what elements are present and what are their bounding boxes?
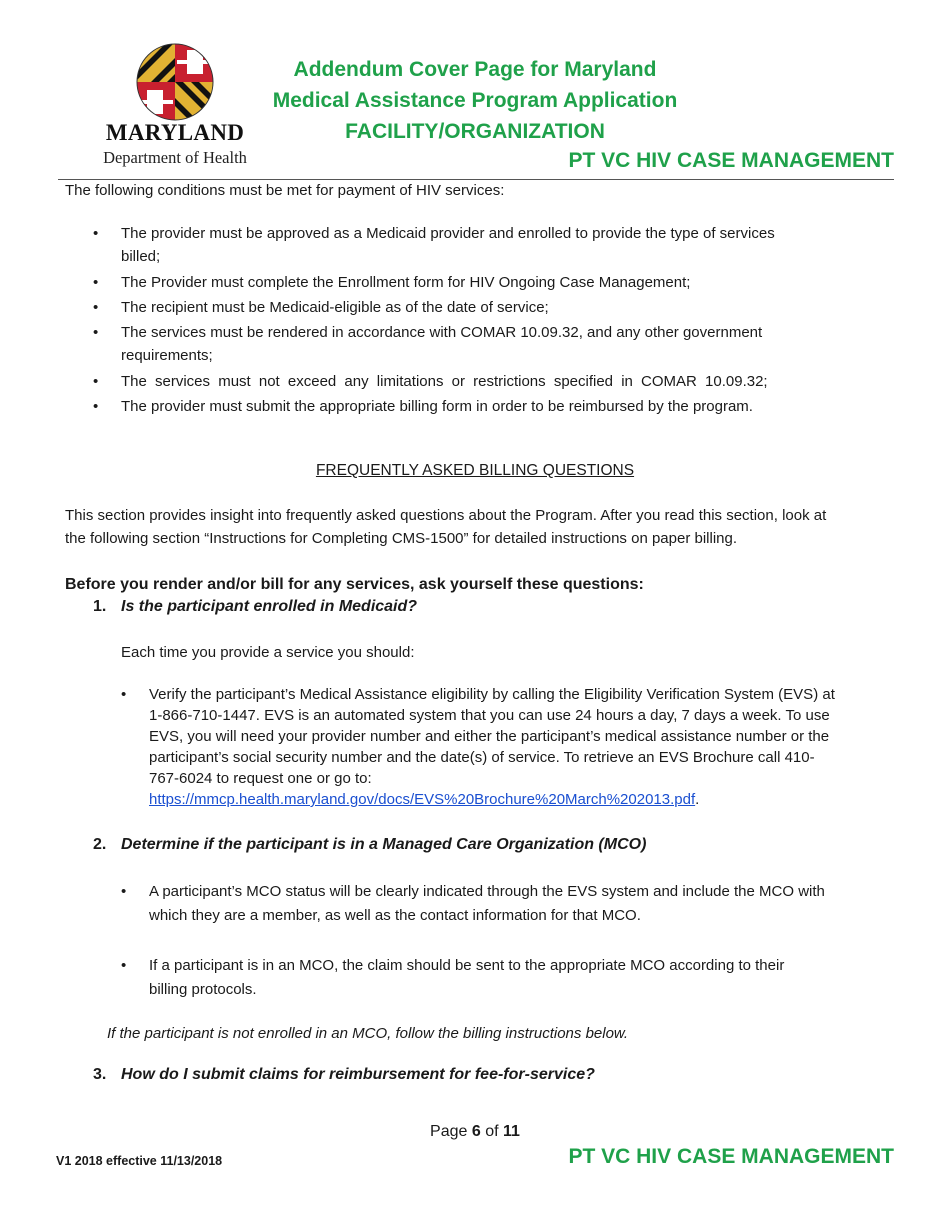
- title-line-2: Medical Assistance Program Application: [272, 89, 678, 112]
- bullet-icon: •: [121, 883, 127, 900]
- bullet-icon: •: [93, 398, 99, 415]
- faq-intro-line-2: the following section “Instructions for Completing CMS-1500” for detailed instructions on paper billing.: [65, 530, 738, 547]
- bullet-icon: •: [121, 957, 127, 974]
- logo-brand: MARYLAND: [105, 120, 245, 145]
- logo-department: Department of Health: [103, 148, 247, 167]
- page-number: Page 6 of 11: [430, 1123, 520, 1140]
- program-header: PT VC HIV CASE MANAGEMENT: [568, 149, 894, 172]
- bullet-icon: •: [121, 686, 127, 703]
- bullet-icon: •: [93, 373, 99, 390]
- faq-title: FREQUENTLY ASKED BILLING QUESTIONS: [315, 462, 635, 479]
- conditions-intro: The following conditions must be met for payment of HIV services:: [65, 182, 505, 199]
- ask-heading: Before you render and/or bill for any services, ask yourself these questions:: [65, 576, 644, 593]
- q2-note: If the participant is not enrolled in an MCO, follow the billing instructions below.: [107, 1025, 629, 1042]
- bullet-icon: •: [93, 225, 99, 242]
- bullet-icon: •: [93, 274, 99, 291]
- bullet-icon: •: [93, 324, 99, 341]
- title-line-3: FACILITY/ORGANIZATION: [345, 120, 605, 143]
- bullet-icon: •: [93, 299, 99, 316]
- faq-intro-line-1: This section provides insight into frequently asked questions about the Program. After you read this section, look at: [65, 507, 827, 524]
- q1-lead: Each time you provide a service you should:: [121, 644, 415, 661]
- footer-program: PT VC HIV CASE MANAGEMENT: [568, 1145, 894, 1168]
- maryland-flag-emblem-icon: [135, 42, 215, 122]
- title-line-1: Addendum Cover Page for Maryland: [293, 58, 657, 81]
- version-label: V1 2018 effective 11/13/2018: [56, 1154, 223, 1168]
- evs-brochure-link[interactable]: https://mmcp.health.maryland.gov/docs/EVS%20Brochure%20March%202013.pdf: [149, 791, 696, 808]
